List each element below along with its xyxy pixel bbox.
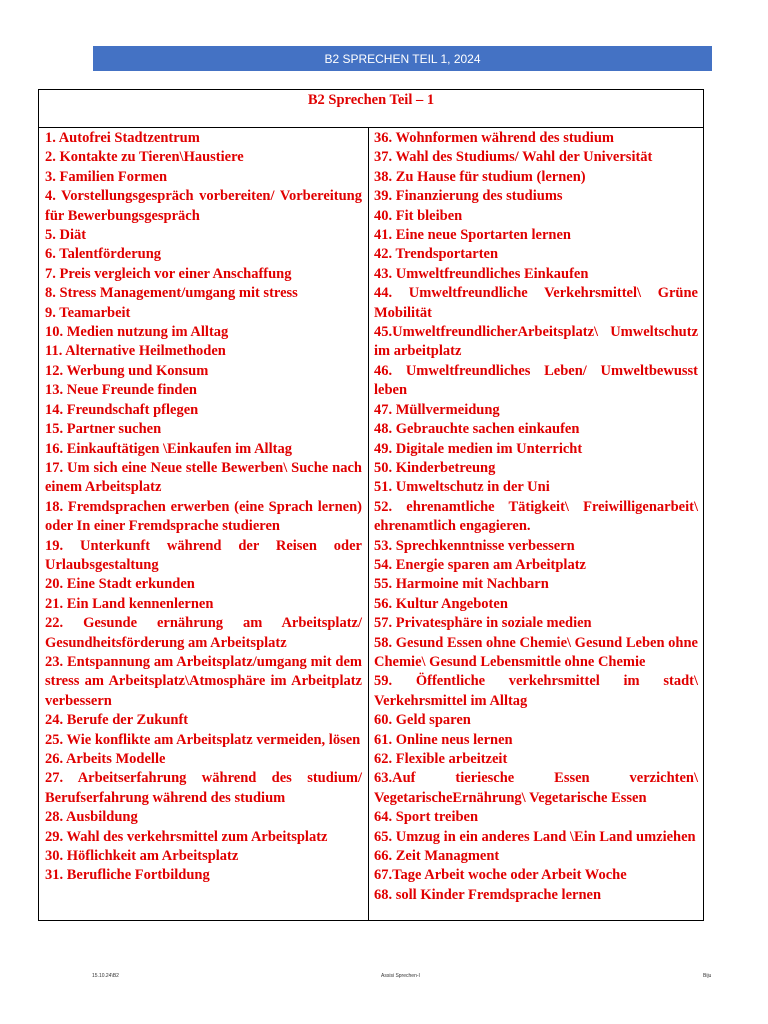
topic-item: 48. Gebrauchte sachen einkaufen xyxy=(374,421,580,438)
topic-item: 59. Öffentliche verkehrsmittel im stadt\ Verkehrsmittel im Alltag xyxy=(374,673,698,709)
document-banner: B2 SPRECHEN TEIL 1, 2024 xyxy=(93,46,712,71)
topic-item: 64. Sport treiben xyxy=(374,809,479,826)
topic-item: 6. Talentförderung xyxy=(45,246,162,263)
table-title: B2 Sprechen Teil – 1 xyxy=(39,90,703,128)
topic-item: 9. Teamarbeit xyxy=(45,304,131,321)
topic-item: 27. Arbeitserfahrung während des studium/ Berufserfahrung während des studium xyxy=(45,770,362,806)
topic-item: 13. Neue Freunde finden xyxy=(45,382,197,399)
topic-item: 68. soll Kinder Fremdsprache lernen xyxy=(374,886,602,903)
topic-item: 52. ehrenamtliche Tätigkeit\ Freiwilligenarbeit\ ehrenamtlich engagieren. xyxy=(374,498,698,535)
topic-item: 37. Wahl des Studiums/ Wahl der Universität xyxy=(374,149,653,166)
topic-item: 26. Arbeits Modelle xyxy=(45,751,166,767)
topic-item: 10. Medien nutzung im Alltag xyxy=(45,324,229,341)
topic-item: 41. Eine neue Sportarten lernen xyxy=(374,227,571,244)
topic-item: 39. Finanzierung des studiums xyxy=(374,188,563,205)
topic-item: 5. Diät xyxy=(45,227,87,244)
topic-item: 17. Um sich eine Neue stelle Bewerben\ Suche nach einem Arbeitsplatz xyxy=(45,459,362,496)
topic-item: 63.Auf tieriesche Essen verzichten\ VegetarischeErnährung\ Vegetarische Essen xyxy=(374,770,698,806)
topic-item: 22. Gesunde ernährung am Arbeitsplatz/ Gesundheitsförderung am Arbeitsplatz xyxy=(45,615,362,651)
topic-item: 12. Werbung und Konsum xyxy=(45,362,209,379)
footer-author: Biju xyxy=(703,973,712,979)
topic-item: 20. Eine Stadt erkunden xyxy=(45,576,195,593)
topic-item: 19. Unterkunft während der Reisen oder Urlaubsgestaltung xyxy=(45,537,362,573)
topic-item: 15. Partner suchen xyxy=(45,421,162,438)
topic-item: 66. Zeit Managment xyxy=(374,848,500,865)
topic-item: 61. Online neus lernen xyxy=(374,731,513,748)
topic-item: 38. Zu Hause für studium (lernen) xyxy=(374,168,586,185)
topic-item: 16. Einkauftätigen \Einkaufen im Alltag xyxy=(45,440,292,457)
topic-item: 65. Umzug in ein anderes Land \Ein Land umziehen xyxy=(374,828,696,845)
topic-item: 28. Ausbildung xyxy=(45,809,138,826)
left-column xyxy=(39,128,369,920)
footer-date: 15.10.24\B2 xyxy=(92,973,119,979)
topic-item: 47. Müllvermeidung xyxy=(374,401,500,418)
topic-item: 40. Fit bleiben xyxy=(374,207,463,224)
topic-item: 54. Energie sparen am Arbeitplatz xyxy=(374,556,586,573)
topic-item: 23. Entspannung am Arbeitsplatz/umgang mit dem stress am Arbeitsplatz\Atmosphäre im Arbeitplatz verbessern xyxy=(45,653,362,709)
topic-item: 50. Kinderbetreung xyxy=(374,459,496,476)
right-column xyxy=(369,128,703,920)
topic-item: 3. Familien Formen xyxy=(45,168,168,185)
topic-item: 51. Umweltschutz in der Uni xyxy=(374,479,550,496)
topic-item: 4. Vorstellungsgespräch vorbereiten/ Vorbereitung für Bewerbungsgespräch xyxy=(45,188,362,224)
topic-item: 57. Privatesphäre in soziale medien xyxy=(374,615,592,632)
topic-item: 45.UmweltfreundlicherArbeitsplatz\ Umweltschutz im arbeitplatz xyxy=(374,324,698,360)
topic-item: 25. Wie konflikte am Arbeitsplatz vermeiden, lösen xyxy=(45,731,361,748)
topic-item: 18. Fremdsprachen erwerben (eine Sprach lernen) oder In einer Fremdsprache studieren xyxy=(45,498,362,535)
topic-item: 30. Höflichkeit am Arbeitsplatz xyxy=(45,848,239,865)
topic-item: 53. Sprechkenntnisse verbessern xyxy=(374,537,575,554)
topic-item: 7. Preis vergleich vor einer Anschaffung xyxy=(45,265,292,282)
topic-item: 29. Wahl des verkehrsmittel zum Arbeitsplatz xyxy=(45,828,328,845)
topic-item: 24. Berufe der Zukunft xyxy=(45,712,189,729)
topic-item: 62. Flexible arbeitzeit xyxy=(374,751,508,767)
topic-item: 44. Umweltfreundliche Verkehrsmittel\ Grüne Mobilität xyxy=(374,285,698,321)
topic-item: 11. Alternative Heilmethoden xyxy=(45,343,226,360)
topic-item: 46. Umweltfreundliches Leben/ Umweltbewusst leben xyxy=(374,362,698,399)
topic-item: 58. Gesund Essen ohne Chemie\ Gesund Leben ohne Chemie\ Gesund Lebensmittle ohne Chemie xyxy=(374,634,698,670)
topic-item: 67.Tage Arbeit woche oder Arbeit Woche xyxy=(374,867,627,884)
topic-item: 8. Stress Management/umgang mit stress xyxy=(45,285,298,302)
topic-item: 56. Kultur Angeboten xyxy=(374,595,508,612)
topic-item: 21. Ein Land kennenlernen xyxy=(45,595,214,612)
footer-title: Assisi Sprechen-I xyxy=(381,973,420,979)
topic-item: 42. Trendsportarten xyxy=(374,246,499,263)
topic-item: 36. Wohnformen während des studium xyxy=(374,130,614,146)
topic-item: 55. Harmoine mit Nachbarn xyxy=(374,576,549,593)
topic-item: 43. Umweltfreundliches Einkaufen xyxy=(374,265,589,282)
topic-item: 31. Berufliche Fortbildung xyxy=(45,867,210,884)
topic-item: 1. Autofrei Stadtzentrum xyxy=(45,130,200,146)
topic-item: 2. Kontakte zu Tieren\Haustiere xyxy=(45,149,244,166)
topic-item: 49. Digitale medien im Unterricht xyxy=(374,440,583,457)
topic-item: 14. Freundschaft pflegen xyxy=(45,401,199,418)
topics-table xyxy=(38,89,704,921)
topic-item: 60. Geld sparen xyxy=(374,712,471,729)
